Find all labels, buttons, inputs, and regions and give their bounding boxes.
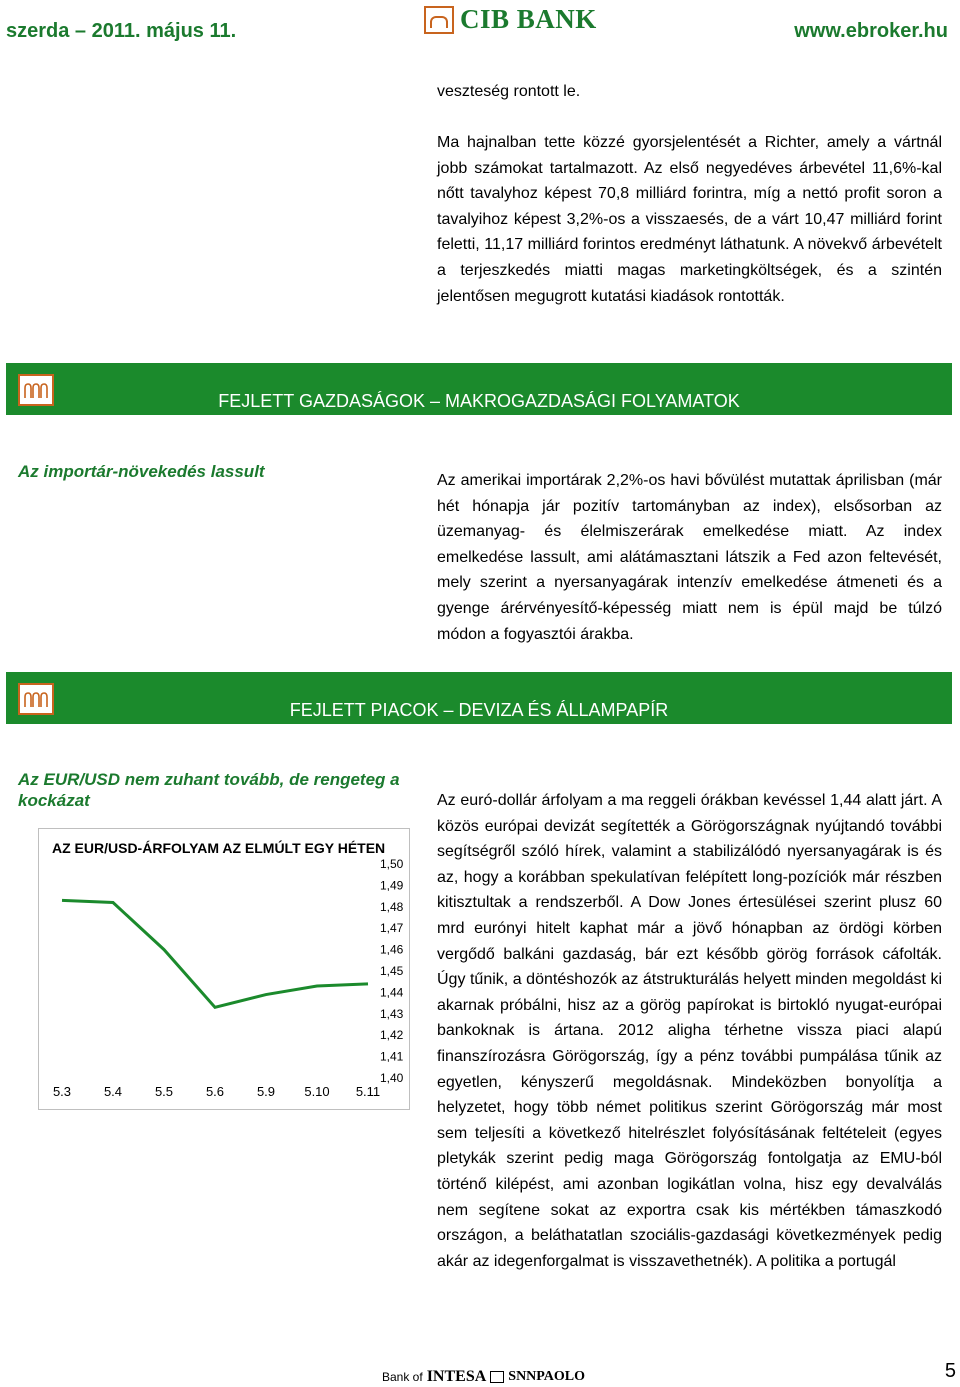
x-tick-label: 5.3 bbox=[52, 1084, 72, 1099]
footer-sanpaolo: SNNPAOLO bbox=[508, 1369, 586, 1384]
footer-bank-of: Bank of bbox=[382, 1370, 423, 1384]
x-tick-label: 5.11 bbox=[355, 1084, 381, 1099]
section-body: Az euró-dollár árfolyam a ma reggeli órákban kevéssel 1,44 alatt járt. A közös európai devizát segítették a Görögországnak nyújtandó további segítségről szóló hírek, valamint a stabilizálódó nyersanyagárak is és az, hogy a korábban spekulatívan felépített long-pozíciók már részben kitisztultak a rendszerből. A Dow Jones értesülései szerint plusz 60 mrd eurónyi hitelt kaphat már a jövő hónapban az ördögi körben vergődő balkáni gazdaság, bár ezt később görög források cáfolták. Úgy tűnik, a döntéshozók az átstrukturálás helyett minden megoldást ki akarnak próbálni, hisz az a görög papírokat is birtokló nyugat-európai bankoknak is ártana. 2012 aligha térhetne vissza piaci alapú finanszírozásra Görögország, így a pénz további pumpálása tűnik az egyetlen, kényszerű megoldásnak. Mindeközben bonyolítja a helyzetet, hogy több német politikus szerint Görögország már most sem teljesíti a következő hitelrészlet folyósításának feltételeit (egyes pletykák szerint pedig maga Görögország fontolgatja az EMU-ból történő kilépést, ami azonban logikátlan volna, hisz egy devalválás nem segítene sokat az exportra csak kis mértékben támaszkodó országon, a beláthatatlan szociális-gazdasági következmények pedig akár az idegenforgalmat is visszavethetnék). A politika a portugál bbox=[437, 792, 942, 1270]
footer-intesa: INTESA bbox=[426, 1368, 487, 1385]
bank-arch-icon bbox=[424, 6, 454, 34]
y-tick-label: 1,44 bbox=[380, 985, 404, 1000]
intro-paragraph-1: veszteség rontott le. bbox=[437, 83, 581, 100]
x-tick-label: 5.10 bbox=[304, 1084, 330, 1099]
header-date: szerda – 2011. május 11. bbox=[6, 20, 237, 42]
header-site-link[interactable]: www.ebroker.hu bbox=[794, 20, 948, 42]
page-number: 5 bbox=[944, 1360, 956, 1382]
section-banner-macro bbox=[6, 363, 952, 415]
y-tick-label: 1,47 bbox=[380, 921, 404, 936]
section-title: FEJLETT GAZDASÁGOK – MAKROGAZDASÁGI FOLYAMATOK bbox=[218, 391, 740, 411]
y-tick-label: 1,48 bbox=[380, 899, 404, 914]
y-tick-label: 1,46 bbox=[380, 942, 404, 957]
x-tick-label: 5.9 bbox=[256, 1084, 276, 1099]
side-heading: Az importár-növekedés lassult bbox=[18, 462, 265, 481]
x-tick-label: 5.4 bbox=[103, 1084, 123, 1099]
y-tick-label: 1,42 bbox=[380, 1028, 404, 1043]
y-tick-label: 1,41 bbox=[380, 1049, 404, 1064]
cib-bank-logo bbox=[424, 4, 597, 35]
footer-logo bbox=[382, 1368, 585, 1386]
bank-name: CIB BANK bbox=[460, 4, 597, 34]
intro-paragraph-2: Ma hajnalban tette közzé gyorsjelentését a Richter, amely a vártnál jobb számokat tartalmazott. Az első negyedéves árbevétel 11,6%-kal nőtt tavalyhoz képest 70,8 milliárd forintra, míg a nettó profit soron a tavalyihoz képest 3,2%-os a visszaesés, de a várt 10,47 milliárd forint feletti, 11,17 milliárd forintos eredményt láthatunk. A növekvő árbevételt a terjeszkedés miatti magas marketingköltségek, és a szintén jelentősen megugrott kutatási kiadások rontották. bbox=[437, 134, 942, 305]
chart-title: AZ EUR/USD-ÁRFOLYAM AZ ELMÚLT EGY HÉTEN bbox=[52, 840, 386, 856]
eurusd-line-chart bbox=[38, 828, 410, 1110]
side-heading: Az EUR/USD nem zuhant tovább, de rengeteg a kockázat bbox=[18, 770, 400, 810]
y-tick-label: 1,43 bbox=[380, 1006, 404, 1021]
x-tick-label: 5.5 bbox=[154, 1084, 174, 1099]
section-body: Az amerikai importárak 2,2%-os havi bővülést mutattak áprilisban (már hét hónapja jár pozitív tartományban az index), elsősorban az üzemanyag- és élelmiszerárak emelkedése miatt. Az index emelkedése lassult, ami alátámasztani látszik a Fed azon feltevését, mely szerint a nyersanyagárak intenzív emelkedése átmeneti és a gyenge árérvényesítő-képesség miatt nem is épül majd be túlzó módon a fogyasztói árakba. bbox=[437, 472, 942, 643]
sanpaolo-mark-icon bbox=[490, 1371, 504, 1383]
section-title: FEJLETT PIACOK – DEVIZA ÉS ÁLLAMPAPÍR bbox=[289, 700, 669, 720]
eurusd-series-line bbox=[62, 900, 368, 1007]
x-tick-label: 5.6 bbox=[205, 1084, 225, 1099]
section-banner-markets bbox=[6, 672, 952, 724]
y-tick-label: 1,40 bbox=[380, 1071, 404, 1085]
y-tick-label: 1,45 bbox=[380, 964, 404, 978]
y-tick-label: 1,49 bbox=[380, 878, 404, 893]
y-tick-label: 1,50 bbox=[380, 857, 404, 871]
